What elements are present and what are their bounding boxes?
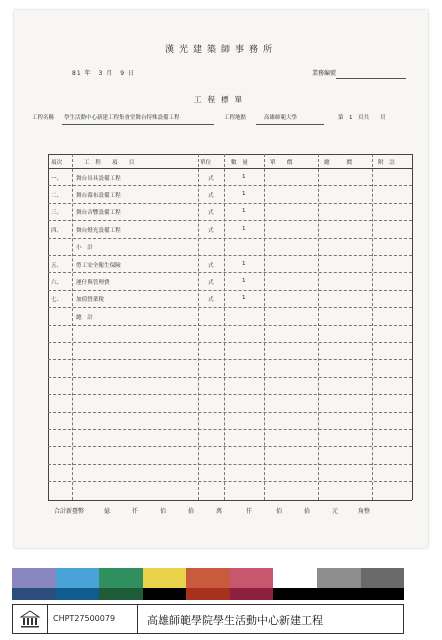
row-divider (48, 359, 412, 360)
cell-quantity: 1 (242, 260, 246, 267)
table-left-border (48, 154, 49, 500)
cell-item-no: 一、 (51, 175, 63, 182)
column-divider (72, 154, 73, 500)
row-divider (48, 446, 412, 447)
paper-sheet (14, 10, 428, 548)
column-divider (224, 154, 225, 500)
project-name-underline (62, 124, 214, 125)
cell-unit: 式 (208, 297, 214, 304)
row-divider (48, 429, 412, 430)
header-quantity: 數 量 (231, 160, 248, 166)
footer-label: 合計新臺幣 (54, 508, 85, 515)
cell-item: 舞台吊具設備工程 (76, 175, 121, 182)
cell-unit: 式 (208, 210, 214, 217)
cell-item: 加值營業稅 (76, 297, 104, 304)
archive-code: CHPT27500079 (53, 614, 116, 623)
cell-item-no: 四、 (51, 227, 63, 234)
row-divider (48, 377, 412, 378)
cell-item: 小 計 (76, 245, 93, 252)
bid-table (48, 154, 412, 500)
table-bottom-border (48, 500, 412, 501)
cell-unit: 式 (208, 175, 214, 182)
location-label: 工程地點 (224, 115, 247, 121)
location: 高雄師範大學 (264, 115, 298, 121)
row-divider (48, 203, 412, 204)
firm-name: 漢光建築師事務所 (164, 45, 277, 55)
color-swatch-dark (317, 588, 361, 600)
header-item-no: 項次 (51, 160, 63, 166)
document-date: 81 年 3 月 9 日 (72, 70, 135, 77)
archive-logo-icon (13, 605, 48, 633)
footer-unit: 仟 (246, 508, 253, 515)
color-swatch-dark (230, 588, 274, 600)
footer-unit: 仟 (132, 508, 139, 515)
cell-item-no: 六、 (51, 279, 63, 286)
cell-unit: 式 (208, 192, 214, 199)
divider (137, 605, 138, 633)
cell-unit: 式 (208, 262, 214, 269)
cell-item: 總 計 (76, 314, 93, 321)
cell-item: 運什與管理費 (76, 279, 110, 286)
color-swatch-dark (186, 588, 230, 600)
cell-unit: 式 (208, 227, 214, 234)
cell-quantity: 1 (242, 277, 246, 284)
row-divider (48, 481, 412, 482)
row-divider (48, 325, 412, 326)
archive-label-bar (12, 604, 404, 634)
row-divider (48, 238, 412, 239)
header-divider (48, 168, 412, 169)
color-calibration-dark-strip (12, 588, 404, 600)
project-name-label: 工程名稱 (32, 115, 55, 121)
cell-quantity: 1 (242, 173, 246, 180)
footer-unit: 元 (332, 508, 339, 515)
column-divider (372, 154, 373, 500)
color-swatch-dark (99, 588, 143, 600)
color-swatch-dark (361, 588, 405, 600)
cell-unit: 式 (208, 279, 214, 286)
footer-unit: 萬 (216, 508, 223, 515)
cell-item-no: 二、 (51, 192, 63, 199)
table-top-border (48, 154, 412, 155)
column-divider (318, 154, 319, 500)
column-divider (198, 154, 199, 500)
cell-quantity: 1 (242, 295, 246, 302)
row-divider (48, 412, 412, 413)
row-divider (48, 272, 412, 273)
footer-unit: 拾 (188, 508, 195, 515)
footer-unit: 億 (104, 508, 111, 515)
cell-item-no: 三、 (51, 210, 63, 217)
serial-number-line (336, 78, 406, 79)
cell-item-no: 五、 (51, 262, 63, 269)
row-divider (48, 185, 412, 186)
footer-unit: 佰 (276, 508, 283, 515)
color-swatch-dark (56, 588, 100, 600)
cell-item: 舞台燈光設備工程 (76, 227, 121, 234)
row-divider (48, 394, 412, 395)
cell-quantity: 1 (242, 190, 246, 197)
color-swatch-dark (12, 588, 56, 600)
row-divider (48, 220, 412, 221)
cell-item: 舞台幕布設備工程 (76, 192, 121, 199)
header-unit: 單位 (200, 160, 212, 166)
archive-title: 高雄師範學院學生活動中心新建工程 (147, 614, 323, 627)
header-unit-price: 單 價 (270, 160, 293, 166)
header-total-price: 總 價 (324, 160, 352, 166)
page-number: 第 1 頁共 頁 (338, 115, 386, 121)
serial-number-label: 業務編號 (312, 70, 337, 77)
color-swatch-dark (273, 588, 317, 600)
header-item: 工 程 項 目 (84, 160, 135, 166)
project-name: 學生活動中心新建工程集會堂舞台特殊設備工程 (64, 115, 180, 121)
location-underline (256, 124, 324, 125)
row-divider (48, 464, 412, 465)
cell-item: 舞台音響設備工程 (76, 210, 121, 217)
row-divider (48, 342, 412, 343)
footer-unit: 拾 (304, 508, 311, 515)
cell-item: 勞工安全衛生保險 (76, 262, 121, 269)
column-divider (264, 154, 265, 500)
cell-quantity: 1 (242, 225, 246, 232)
document-title: 工程標單 (194, 95, 248, 104)
footer-unit: 角整 (358, 508, 371, 515)
row-divider (48, 290, 412, 291)
cell-quantity: 1 (242, 208, 246, 215)
color-swatch-dark (143, 588, 187, 600)
cell-item-no: 七、 (51, 297, 63, 304)
header-remark: 附 註 (378, 160, 395, 166)
footer-unit: 佰 (160, 508, 167, 515)
table-right-border (412, 154, 413, 500)
row-divider (48, 255, 412, 256)
row-divider (48, 307, 412, 308)
